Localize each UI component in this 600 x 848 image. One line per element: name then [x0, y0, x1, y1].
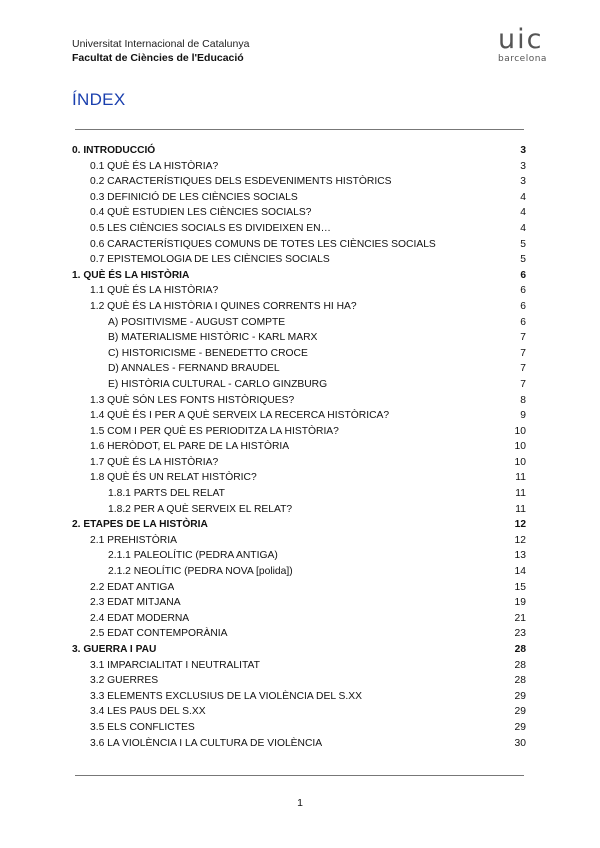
toc-entry-label: 2.1.2 NEOLÍTIC (PEDRA NOVA [polida]): [108, 566, 293, 578]
toc-entry-label: 0.7 EPISTEMOLOGIA DE LES CIÈNCIES SOCIALS: [90, 254, 330, 266]
toc-entry[interactable]: [72, 611, 526, 627]
toc-entry-label: 1.1 QUÈ ÉS LA HISTÒRIA?: [90, 285, 219, 297]
toc-entry[interactable]: [72, 439, 526, 455]
toc-entry[interactable]: [72, 408, 526, 424]
toc-entry-label: 2.2 EDAT ANTIGA: [90, 581, 175, 593]
toc-entry-page: 10: [514, 425, 526, 437]
toc-entry-page: 6: [520, 285, 526, 297]
toc-entry-label: 1. QUÈ ÉS LA HISTÒRIA: [72, 269, 190, 281]
toc-entry[interactable]: [72, 486, 526, 502]
toc-entry-label: 3.5 ELS CONFLICTES: [90, 721, 195, 733]
toc-entry-label: 1.6 HERÒDOT, EL PARE DE LA HISTÒRIA: [90, 441, 290, 453]
toc-entry-label: C) HISTORICISME - BENEDETTO CROCE: [108, 347, 308, 359]
toc-entry-page: 3: [520, 145, 526, 156]
page-title: ÍNDEX: [72, 90, 126, 109]
toc-entry-page: 11: [515, 488, 526, 500]
toc-entry[interactable]: [72, 159, 526, 175]
toc-entry-page: 12: [514, 519, 526, 531]
toc-entry-label: E) HISTÒRIA CULTURAL - CARLO GINZBURG: [108, 378, 328, 390]
toc-entry-page: 3: [520, 160, 526, 172]
toc-entry[interactable]: [72, 580, 526, 596]
toc-entry[interactable]: [72, 470, 526, 486]
toc-entry-label: 0.3 DEFINICIÓ DE LES CIÈNCIES SOCIALS: [90, 191, 298, 203]
top-divider: [75, 129, 524, 130]
toc-entry-label: 2.4 EDAT MODERNA: [90, 612, 190, 624]
bottom-divider: [75, 775, 524, 776]
toc-entry[interactable]: [72, 424, 526, 440]
toc-entry[interactable]: [72, 237, 526, 253]
toc-entry-label: 1.8 QUÈ ÉS UN RELAT HISTÒRIC?: [90, 472, 257, 484]
toc-entry-page: 8: [520, 394, 526, 406]
toc-entry-page: 5: [520, 238, 526, 250]
toc-entry-page: 10: [514, 456, 526, 468]
toc-entry[interactable]: [72, 720, 526, 736]
toc-entry-page: 11: [515, 472, 526, 484]
table-of-contents: [72, 143, 526, 751]
toc-entry-page: 5: [520, 254, 526, 266]
toc-entry-page: 29: [514, 690, 526, 702]
document-header: [72, 37, 249, 65]
logo-city: barcelona: [498, 54, 547, 64]
toc-entry-label: 3. GUERRA I PAU: [72, 644, 157, 655]
toc-entry-page: 21: [514, 612, 526, 624]
toc-entry[interactable]: [72, 704, 526, 720]
toc-entry[interactable]: [72, 393, 526, 409]
toc-entry-page: 28: [514, 644, 526, 655]
toc-entry-label: 1.7 QUÈ ÉS LA HISTÒRIA?: [90, 456, 219, 468]
toc-entry[interactable]: [72, 143, 526, 159]
toc-entry[interactable]: [72, 626, 526, 642]
toc-entry-page: 6: [520, 300, 526, 312]
toc-entry-label: 2.5 EDAT CONTEMPORÀNIA: [90, 628, 228, 640]
toc-entry[interactable]: [72, 377, 526, 393]
toc-entry-label: 1.8.2 PER A QUÈ SERVEIX EL RELAT?: [108, 503, 293, 515]
toc-entry[interactable]: [72, 190, 526, 206]
toc-entry[interactable]: [72, 658, 526, 674]
toc-entry-page: 23: [514, 628, 526, 640]
toc-entry[interactable]: [72, 346, 526, 362]
toc-entry-page: 10: [514, 441, 526, 453]
toc-entry-page: 29: [514, 706, 526, 718]
toc-entry[interactable]: [72, 221, 526, 237]
toc-entry-page: 7: [520, 347, 526, 359]
toc-entry[interactable]: [72, 330, 526, 346]
toc-entry-label: B) MATERIALISME HISTÒRIC - KARL MARX: [108, 332, 318, 344]
uic-logo: [498, 26, 562, 68]
toc-entry-label: 0.4 QUÈ ESTUDIEN LES CIÈNCIES SOCIALS?: [90, 207, 312, 219]
toc-entry-label: 3.2 GUERRES: [90, 675, 159, 687]
toc-entry-label: 3.6 LA VIOLÈNCIA I LA CULTURA DE VIOLÈNCIA: [90, 737, 323, 749]
toc-entry[interactable]: [72, 502, 526, 518]
toc-entry-page: 28: [514, 659, 526, 671]
toc-entry-page: 30: [514, 737, 526, 749]
toc-entry-page: 4: [520, 191, 526, 203]
toc-entry-page: 4: [520, 207, 526, 219]
toc-entry-page: 11: [515, 503, 526, 515]
toc-entry-page: 13: [514, 550, 526, 562]
toc-entry[interactable]: [72, 736, 526, 752]
toc-entry-label: 0.2 CARACTERÍSTIQUES DELS ESDEVENIMENTS HISTÒRICS: [90, 176, 392, 188]
toc-entry-label: 1.4 QUÈ ÉS I PER A QUÈ SERVEIX LA RECERCA HISTÒRICA?: [90, 410, 390, 422]
toc-entry-page: 12: [514, 534, 526, 546]
logo-mark: uic: [498, 24, 544, 55]
toc-entry-label: 2.3 EDAT MITJANA: [90, 597, 181, 609]
toc-entry-page: 3: [520, 176, 526, 188]
toc-entry[interactable]: [72, 174, 526, 190]
toc-entry-label: 1.3 QUÈ SÓN LES FONTS HISTÒRIQUES?: [90, 394, 295, 406]
toc-entry[interactable]: [72, 564, 526, 580]
toc-entry[interactable]: [72, 205, 526, 221]
toc-entry[interactable]: [72, 361, 526, 377]
toc-entry-label: 0.1 QUÈ ÉS LA HISTÒRIA?: [90, 160, 219, 172]
toc-entry[interactable]: [72, 533, 526, 549]
toc-entry[interactable]: [72, 299, 526, 315]
toc-entry[interactable]: [72, 517, 526, 533]
toc-entry-label: D) ANNALES - FERNAND BRAUDEL: [108, 363, 280, 375]
university-name: Universitat Internacional de Catalunya: [72, 38, 250, 50]
toc-entry-label: 2.1 PREHISTÒRIA: [90, 534, 177, 546]
toc-entry-page: 29: [514, 721, 526, 733]
toc-entry-label: A) POSITIVISME - AUGUST COMPTE: [108, 316, 286, 328]
toc-entry-label: 2.1.1 PALEOLÍTIC (PEDRA ANTIGA): [108, 550, 278, 562]
toc-entry-label: 0.6 CARACTERÍSTIQUES COMUNS DE TOTES LES CIÈNCIES SOCIALS: [90, 238, 436, 250]
toc-entry-page: 6: [520, 269, 526, 281]
toc-entry-label: 3.1 IMPARCIALITAT I NEUTRALITAT: [90, 659, 260, 671]
toc-entry-page: 6: [520, 316, 526, 328]
toc-entry-page: 7: [520, 378, 526, 390]
toc-entry[interactable]: [72, 315, 526, 331]
toc-entry-label: 0.5 LES CIÈNCIES SOCIALS ES DIVIDEIXEN EN…: [90, 222, 331, 234]
toc-entry[interactable]: [72, 268, 526, 284]
toc-entry[interactable]: [72, 283, 526, 299]
toc-entry-page: 28: [514, 675, 526, 687]
toc-entry-label: 3.4 LES PAUS DEL S.XX: [90, 706, 206, 718]
toc-entry-page: 15: [514, 581, 526, 593]
toc-entry-page: 7: [520, 363, 526, 375]
toc-entry[interactable]: [72, 642, 526, 658]
toc-entry-label: 1.2 QUÈ ÉS LA HISTÒRIA I QUINES CORRENTS HI HA?: [90, 300, 357, 312]
toc-entry-page: 9: [520, 410, 526, 422]
page-number: 1: [297, 797, 303, 809]
toc-entry-label: 1.8.1 PARTS DEL RELAT: [108, 488, 225, 500]
toc-entry-label: 2. ETAPES DE LA HISTÒRIA: [72, 519, 208, 531]
toc-entry-page: 4: [520, 222, 526, 234]
toc-entry[interactable]: [72, 595, 526, 611]
toc-entry[interactable]: [72, 455, 526, 471]
faculty-name: Facultat de Ciències de l'Educació: [72, 52, 244, 64]
toc-entry-label: 3.3 ELEMENTS EXCLUSIUS DE LA VIOLÈNCIA DEL S.XX: [90, 690, 363, 702]
toc-entry-page: 7: [520, 332, 526, 344]
toc-entry[interactable]: [72, 689, 526, 705]
toc-entry-page: 19: [514, 597, 526, 609]
toc-entry[interactable]: [72, 673, 526, 689]
toc-entry[interactable]: [72, 548, 526, 564]
toc-entry-label: 0. INTRODUCCIÓ: [72, 145, 156, 156]
toc-entry[interactable]: [72, 252, 526, 268]
toc-entry-page: 14: [514, 566, 526, 578]
toc-entry-label: 1.5 COM I PER QUÈ ES PERIODITZA LA HISTÒRIA?: [90, 425, 339, 437]
